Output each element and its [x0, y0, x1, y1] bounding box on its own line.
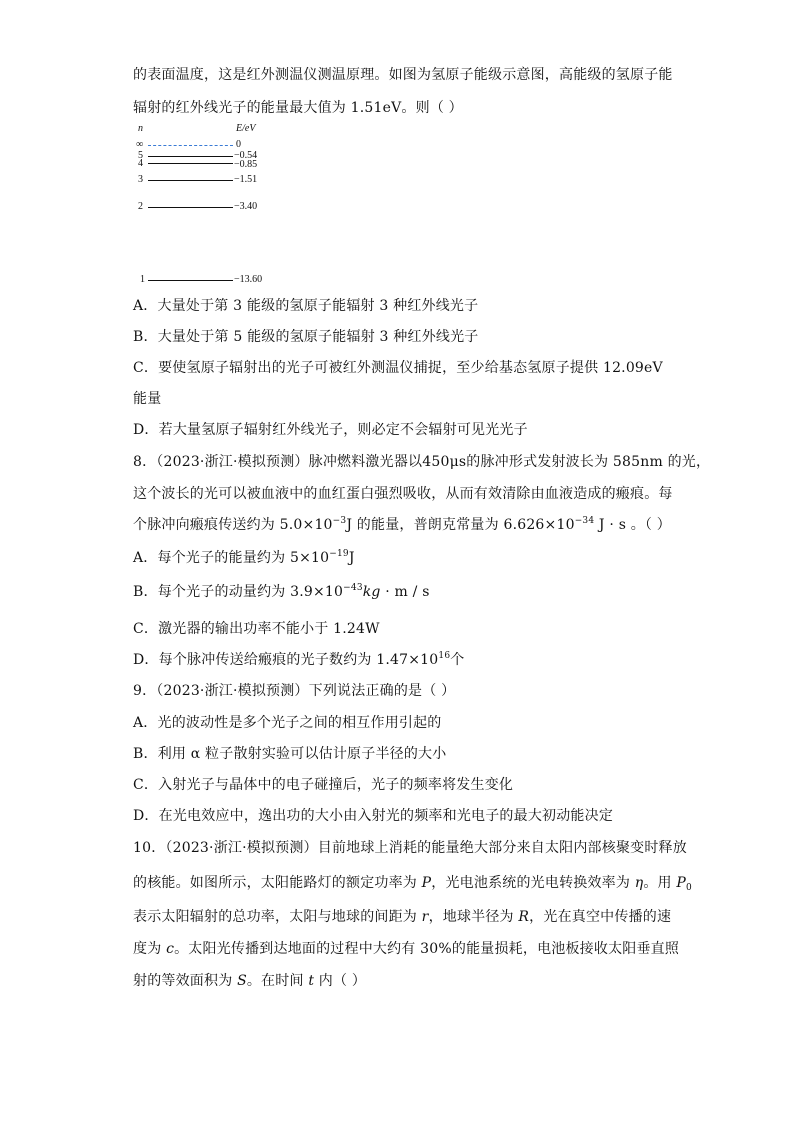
pulse-duration: 450μs	[422, 454, 467, 470]
level-n-1: 1	[140, 274, 145, 285]
q9-option-a: A．光的波动性是多个光子之间的相互作用引起的	[133, 715, 442, 731]
q10-stem-line5: 射的等效面积为 S。在时间 t 内（ ）	[133, 973, 367, 989]
q10-stem-line3: 表示太阳辐射的总功率，太阳与地球的间距为 r，地球半径为 R，光在真空中传播的速	[133, 909, 672, 925]
level-n-3: 3	[138, 174, 143, 185]
level-n-inf: ∞	[136, 139, 144, 150]
q7-option-c-line2: 能量	[133, 391, 162, 407]
q8-stem-line3: 个脉冲向瘢痕传送约为 $5.0\times 10^{-3}J$ 的能量，普朗克常量为 $6.626\times 10^{-34}$ J · s 。（ ）	[133, 516, 671, 533]
q7-option-b: B．大量处于第 5 能级的氢原子能辐射 3 种红外线光子	[133, 329, 479, 345]
energy-level-diagram	[130, 120, 290, 295]
level-line-4	[148, 163, 233, 164]
q8-option-d: D．每个脉冲传送给瘢痕的光子数约为 $1.47\times 10^{16}$个	[133, 651, 465, 668]
level-n-4: 4	[138, 158, 143, 169]
level-line-2	[148, 207, 233, 208]
q8-option-b: B．每个光子的动量约为 $3.9\times 10^{-43}kg \cdot m / s$	[133, 583, 430, 600]
level-e-1: −13.60	[234, 274, 263, 285]
intro-line-1: 的表面温度，这是红外测温仪测温原理。如图为氢原子能级示意图，高能级的氢原子能	[133, 67, 673, 83]
q8-option-a: A．每个光子的能量约为 $5\times 10^{-19}J$	[133, 549, 355, 566]
level-line-1	[148, 280, 233, 281]
level-n-5: 5	[138, 150, 143, 161]
q7-option-c-line1: C．要使氢原子辐射出的光子可被红外测温仪捕捉，至少给基态氢原子提供 12.09eV	[133, 360, 663, 376]
n-axis-label: n	[138, 123, 143, 134]
level-e-4: −0.85	[234, 159, 258, 170]
level-line-5	[148, 156, 233, 157]
q10-stem-line2: 的核能。如图所示，太阳能路灯的额定功率为 P，光电池系统的光电转换效率为 η。用 $P_0$	[133, 875, 692, 893]
q9-option-d: D．在光电效应中，逸出功的大小由入射光的频率和光电子的最大初动能决定	[133, 808, 614, 824]
q9-option-c: C．入射光子与晶体中的电子碰撞后，光子的频率将发生变化	[133, 777, 514, 793]
intro-line-2: 辐射的红外线光子的能量最大值为 1.51eV。则（ ）	[133, 100, 463, 116]
q9-stem: 9．（2023·浙江·模拟预测）下列说法正确的是（ ）	[133, 683, 456, 699]
q8-option-c: C．激光器的输出功率不能小于 1.24W	[133, 621, 380, 637]
level-e-5: −0.54	[234, 150, 258, 161]
level-e-3: −1.51	[234, 174, 258, 185]
q9-option-b: B．利用 α 粒子散射实验可以估计原子半径的大小	[133, 746, 447, 762]
q7-option-a: A．大量处于第 3 能级的氢原子能辐射 3 种红外线光子	[133, 298, 479, 314]
level-line-inf	[148, 145, 233, 146]
level-line-3	[148, 180, 233, 181]
q8-stem-line1: 8．（2023·浙江·模拟预测）脉冲燃料激光器以450μs的脉冲形式发射波长为 585nm 的光，	[133, 454, 711, 470]
q10-stem-line1: 10．（2023·浙江·模拟预测）目前地球上消耗的能量绝大部分来自太阳内部核聚变时释放	[133, 840, 687, 856]
level-n-2: 2	[138, 201, 143, 212]
level-e-inf: 0	[236, 139, 241, 150]
q10-stem-line4: 度为 c。太阳光传播到达地面的过程中大约有 30%的能量损耗，电池板接收太阳垂直照	[133, 941, 680, 957]
level-e-2: −3.40	[234, 201, 258, 212]
q8-stem-line2: 这个波长的光可以被血液中的血红蛋白强烈吸收，从而有效清除由血液造成的瘢痕。每	[133, 486, 673, 502]
q7-option-d: D．若大量氢原子辐射红外线光子，则必定不会辐射可见光光子	[133, 422, 528, 438]
energy-axis-label: E/eV	[236, 123, 256, 134]
